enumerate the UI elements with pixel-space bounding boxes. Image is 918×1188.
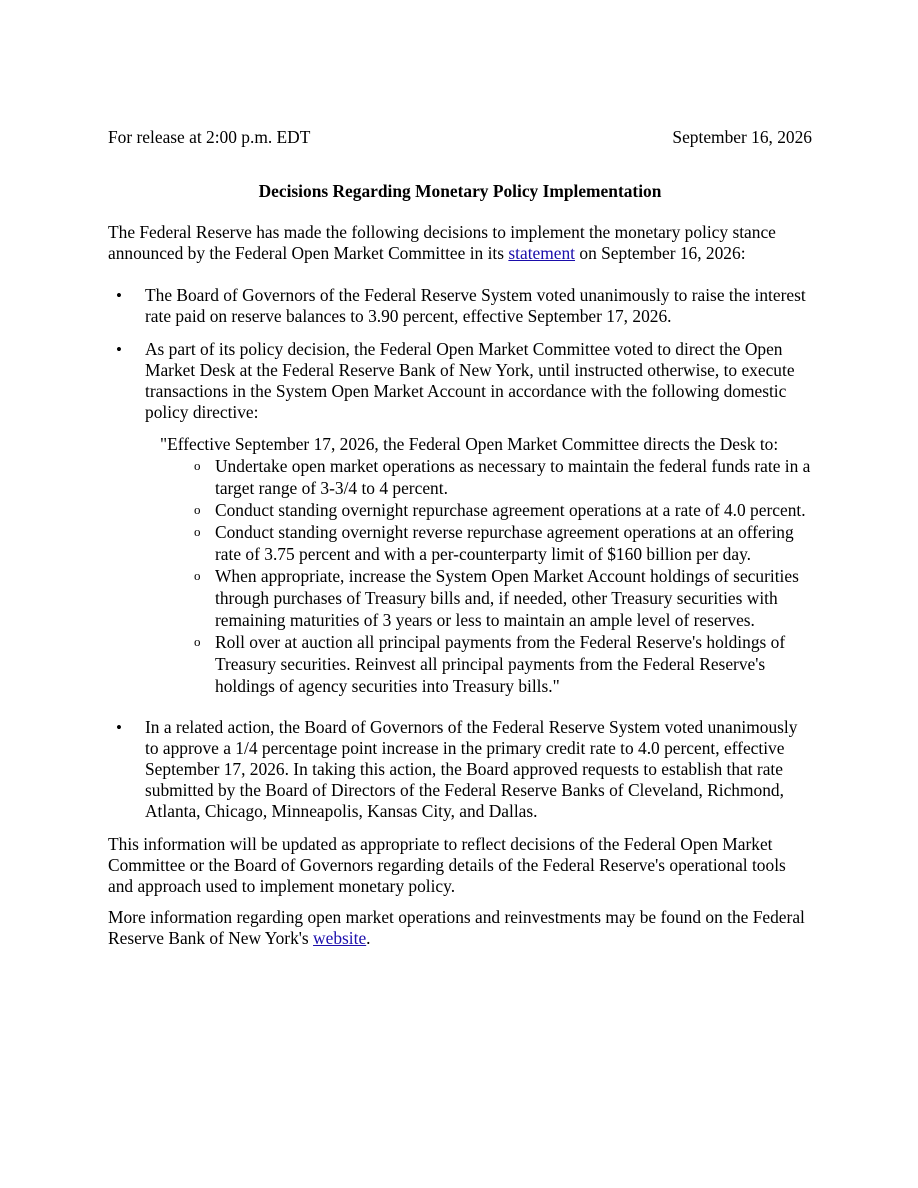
directive-item (194, 455, 812, 499)
circle-bullet-icon: o (194, 502, 201, 517)
intro-text-end: on September 16, 2026: (575, 243, 746, 263)
directive-item (194, 521, 812, 565)
more-info-text-end: . (366, 928, 371, 948)
directive-intro: "Effective September 17, 2026, the Federal Open Market Committee directs the Desk to: (160, 434, 779, 454)
more-info-text: More information regarding open market operations and reinvestments may be found on the Federal Reserve Bank of New York's (108, 907, 805, 948)
directive-item (194, 565, 812, 631)
directive-text: When appropriate, increase the System Open Market Account holdings of securities through purchases of Treasury bills and, if needed, other Treasury securities with remaining maturities of 3 years or less to maintain an ample level of reserves. (215, 566, 799, 630)
bullet-text: As part of its policy decision, the Federal Open Market Committee voted to direct the Open Market Desk at the Federal Reserve Bank of New York, until instructed otherwise, to execute transactions in the System Open Market Account in accordance with the following domestic policy directive: (145, 339, 795, 422)
update-paragraph: This information will be updated as appropriate to reflect decisions of the Federal Open Market Committee or the Board of Governors regarding details of the Federal Reserve's operational tools and approach used to implement monetary policy. (108, 834, 786, 896)
press-release (108, 126, 812, 949)
circle-bullet-icon: o (194, 568, 201, 583)
directive-text: Conduct standing overnight reverse repurchase agreement operations at an offering rate of 3.75 percent and with a per-counterparty limit of $160 billion per day. (215, 522, 794, 564)
directive-text: Undertake open market operations as necessary to maintain the federal funds rate in a target range of 3-3/4 to 4 percent. (215, 456, 811, 498)
bullet-text: In a related action, the Board of Governors of the Federal Reserve System voted unanimously to approve a 1/4 percentage point increase in the primary credit rate to 4.0 percent, effective September 17, 2026. In taking this action, the Board approved requests to establish that rate submitted by the Board of Directors of the Federal Reserve Banks of Cleveland, Richmond, Atlanta, Chicago, Minneapolis, Kansas City, and Dallas. (145, 717, 798, 821)
decision-list (108, 285, 812, 822)
intro-text: The Federal Reserve has made the following decisions to implement the monetary policy stance announced by the Federal Open Market Committee in its (108, 222, 776, 263)
directive-item (194, 631, 812, 697)
directive-text: Roll over at auction all principal payments from the Federal Reserve's holdings of Treasury securities. Reinvest all principal payments from the Federal Reserve's holdings of agency securities into Treasury bills." (215, 632, 786, 696)
statement-link[interactable]: statement (508, 243, 576, 263)
circle-bullet-icon: o (194, 524, 201, 539)
bullet-icon: • (116, 718, 122, 737)
intro-paragraph (108, 222, 812, 264)
list-item (108, 339, 812, 697)
release-date: September 16, 2026 (672, 127, 812, 147)
directive-list (145, 455, 812, 697)
website-link[interactable]: website (313, 928, 367, 948)
directive-item (194, 499, 812, 521)
more-info-paragraph (108, 907, 812, 949)
bullet-icon: • (116, 340, 122, 359)
list-item (108, 717, 812, 822)
directive-text: Conduct standing overnight repurchase agreement operations at a rate of 4.0 percent. (215, 500, 806, 520)
bullet-icon: • (116, 286, 122, 305)
bullet-text: The Board of Governors of the Federal Reserve System voted unanimously to raise the interest rate paid on reserve balances to 3.90 percent, effective September 17, 2026. (145, 285, 806, 326)
page-title: Decisions Regarding Monetary Policy Implementation (258, 181, 662, 201)
circle-bullet-icon: o (194, 634, 201, 649)
release-header (108, 126, 812, 148)
circle-bullet-icon: o (194, 458, 201, 473)
list-item (108, 285, 812, 327)
release-time: For release at 2:00 p.m. EDT (108, 127, 311, 147)
